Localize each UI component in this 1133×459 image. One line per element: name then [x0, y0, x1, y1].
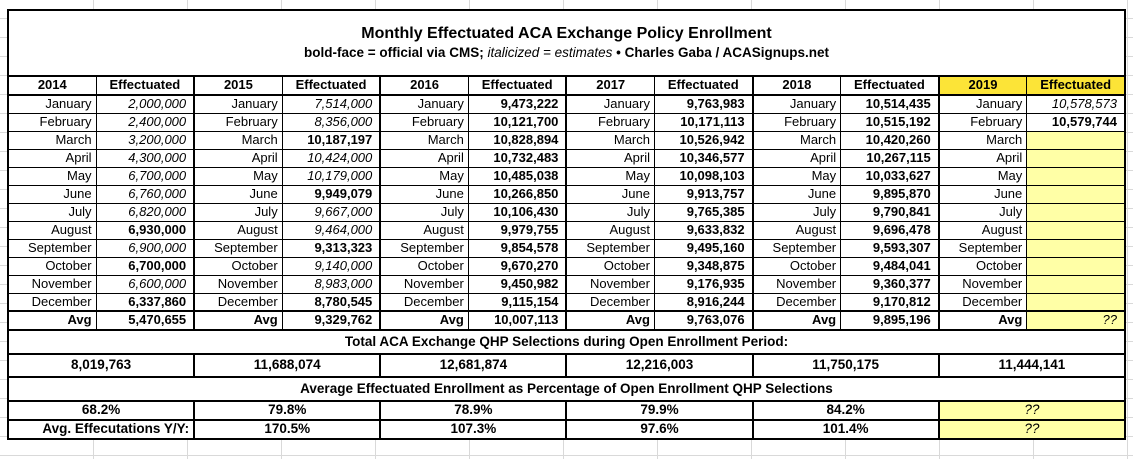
month-cell-2015-march: March [194, 131, 282, 149]
month-cell-2017-october: October [566, 257, 654, 275]
month-cell-2016-november: November [380, 275, 468, 293]
value-cell-2016-february: 10,121,700 [468, 113, 566, 131]
month-cell-2017-august: August [566, 221, 654, 239]
value-cell-2015-september: 9,313,323 [282, 239, 380, 257]
year-header-2014: 2014 [8, 76, 96, 95]
month-row-january [8, 95, 1125, 113]
month-cell-2018-january: January [753, 95, 841, 113]
value-cell-2015-october: 9,140,000 [282, 257, 380, 275]
month-cell-2018-february: February [753, 113, 841, 131]
oe-total-2014: 8,019,763 [8, 354, 194, 377]
enrollment-table-sheet [7, 9, 1126, 440]
value-cell-2016-november: 9,450,982 [468, 275, 566, 293]
yy-cell-2015: 170.5% [194, 420, 380, 439]
effectuated-header-2015: Effectuated [282, 76, 380, 95]
month-cell-2019-february: February [939, 113, 1027, 131]
value-cell-2018-april: 10,267,115 [841, 149, 939, 167]
month-cell-2015-november: November [194, 275, 282, 293]
value-cell-2017-august: 9,633,832 [654, 221, 752, 239]
month-cell-2019-july: July [939, 203, 1027, 221]
month-cell-2018-may: May [753, 167, 841, 185]
avg-value-2017: 9,763,076 [654, 311, 752, 330]
value-cell-2014-january: 2,000,000 [96, 95, 194, 113]
value-cell-2014-may: 6,700,000 [96, 167, 194, 185]
month-cell-2016-june: June [380, 185, 468, 203]
value-cell-2017-october: 9,348,875 [654, 257, 752, 275]
value-cell-2015-november: 8,983,000 [282, 275, 380, 293]
avg-value-2014: 5,470,655 [96, 311, 194, 330]
month-cell-2018-march: March [753, 131, 841, 149]
month-cell-2019-august: August [939, 221, 1027, 239]
avg-value-2019: ?? [1027, 311, 1125, 330]
month-cell-2018-july: July [753, 203, 841, 221]
month-cell-2017-december: December [566, 293, 654, 311]
avg-label-2018: Avg [753, 311, 841, 330]
month-cell-2017-april: April [566, 149, 654, 167]
oe-total-2017: 12,216,003 [566, 354, 752, 377]
value-cell-2015-march: 10,187,197 [282, 131, 380, 149]
yy-cell-2016: 107.3% [380, 420, 566, 439]
value-cell-2014-september: 6,900,000 [96, 239, 194, 257]
pct-cell-2018: 84.2% [753, 401, 939, 420]
month-cell-2014-october: October [8, 257, 96, 275]
value-cell-2019-april [1027, 149, 1125, 167]
month-cell-2019-june: June [939, 185, 1027, 203]
value-cell-2014-november: 6,600,000 [96, 275, 194, 293]
value-cell-2018-january: 10,514,435 [841, 95, 939, 113]
value-cell-2019-november [1027, 275, 1125, 293]
month-cell-2016-october: October [380, 257, 468, 275]
value-cell-2017-may: 10,098,103 [654, 167, 752, 185]
pct-cell-2015: 79.8% [194, 401, 380, 420]
value-cell-2018-december: 9,170,812 [841, 293, 939, 311]
oe-total-2015: 11,688,074 [194, 354, 380, 377]
value-cell-2018-march: 10,420,260 [841, 131, 939, 149]
month-row-october [8, 257, 1125, 275]
month-cell-2016-january: January [380, 95, 468, 113]
month-cell-2014-november: November [8, 275, 96, 293]
value-cell-2018-october: 9,484,041 [841, 257, 939, 275]
month-cell-2019-october: October [939, 257, 1027, 275]
month-cell-2019-september: September [939, 239, 1027, 257]
avg-value-2016: 10,007,113 [468, 311, 566, 330]
value-cell-2018-june: 9,895,870 [841, 185, 939, 203]
value-cell-2016-may: 10,485,038 [468, 167, 566, 185]
value-cell-2016-january: 9,473,222 [468, 95, 566, 113]
pct-banner-row [8, 377, 1125, 401]
month-cell-2015-june: June [194, 185, 282, 203]
value-cell-2018-february: 10,515,192 [841, 113, 939, 131]
value-cell-2016-december: 9,115,154 [468, 293, 566, 311]
month-cell-2016-february: February [380, 113, 468, 131]
value-cell-2014-august: 6,930,000 [96, 221, 194, 239]
subtitle-credit: Charles Gaba / ACASignups.net [624, 44, 829, 60]
subtitle-bold-note: bold-face = official via CMS; [304, 44, 484, 60]
value-cell-2016-july: 10,106,430 [468, 203, 566, 221]
month-row-june [8, 185, 1125, 203]
month-cell-2015-may: May [194, 167, 282, 185]
value-cell-2018-july: 9,790,841 [841, 203, 939, 221]
avg-label-2017: Avg [566, 311, 654, 330]
month-cell-2014-august: August [8, 221, 96, 239]
value-cell-2017-july: 9,765,385 [654, 203, 752, 221]
month-cell-2016-march: March [380, 131, 468, 149]
month-cell-2016-december: December [380, 293, 468, 311]
month-cell-2018-october: October [753, 257, 841, 275]
month-cell-2016-april: April [380, 149, 468, 167]
pct-row [8, 401, 1125, 420]
enrollment-table [7, 9, 1126, 440]
month-cell-2017-january: January [566, 95, 654, 113]
value-cell-2015-january: 7,514,000 [282, 95, 380, 113]
value-cell-2014-february: 2,400,000 [96, 113, 194, 131]
value-cell-2017-february: 10,171,113 [654, 113, 752, 131]
value-cell-2019-march [1027, 131, 1125, 149]
value-cell-2019-august [1027, 221, 1125, 239]
month-cell-2015-september: September [194, 239, 282, 257]
title-row [8, 10, 1125, 76]
month-cell-2014-january: January [8, 95, 96, 113]
totals-banner-row [8, 330, 1125, 354]
month-cell-2018-june: June [753, 185, 841, 203]
value-cell-2014-december: 6,337,860 [96, 293, 194, 311]
month-cell-2019-january: January [939, 95, 1027, 113]
value-cell-2016-september: 9,854,578 [468, 239, 566, 257]
month-row-february [8, 113, 1125, 131]
value-cell-2015-august: 9,464,000 [282, 221, 380, 239]
yy-cell-2017: 97.6% [566, 420, 752, 439]
oe-total-2018: 11,750,175 [753, 354, 939, 377]
month-cell-2018-december: December [753, 293, 841, 311]
month-row-may [8, 167, 1125, 185]
avg-label-2015: Avg [194, 311, 282, 330]
column-header-row [8, 76, 1125, 95]
month-row-august [8, 221, 1125, 239]
oe-total-2019: 11,444,141 [939, 354, 1125, 377]
month-cell-2016-august: August [380, 221, 468, 239]
month-cell-2014-april: April [8, 149, 96, 167]
month-cell-2015-july: July [194, 203, 282, 221]
value-cell-2014-march: 3,200,000 [96, 131, 194, 149]
year-header-2017: 2017 [566, 76, 654, 95]
month-cell-2014-may: May [8, 167, 96, 185]
month-cell-2014-february: February [8, 113, 96, 131]
month-cell-2018-august: August [753, 221, 841, 239]
pct-cell-2014: 68.2% [8, 401, 194, 420]
month-cell-2015-december: December [194, 293, 282, 311]
value-cell-2018-november: 9,360,377 [841, 275, 939, 293]
yy-label-cell: Avg. Effecutations Y/Y: [8, 420, 194, 439]
pct-cell-2019: ?? [939, 401, 1125, 420]
avg-row [8, 311, 1125, 330]
value-cell-2015-december: 8,780,545 [282, 293, 380, 311]
month-cell-2015-april: April [194, 149, 282, 167]
page-title: Monthly Effectuated ACA Exchange Policy Enrollment [361, 25, 772, 43]
value-cell-2017-april: 10,346,577 [654, 149, 752, 167]
month-cell-2017-march: March [566, 131, 654, 149]
year-header-2019: 2019 [939, 76, 1027, 95]
value-cell-2019-september [1027, 239, 1125, 257]
title-cell [8, 10, 1125, 76]
month-row-july [8, 203, 1125, 221]
value-cell-2018-august: 9,696,478 [841, 221, 939, 239]
month-cell-2019-march: March [939, 131, 1027, 149]
value-cell-2016-april: 10,732,483 [468, 149, 566, 167]
month-row-april [8, 149, 1125, 167]
value-cell-2017-january: 9,763,983 [654, 95, 752, 113]
month-cell-2015-october: October [194, 257, 282, 275]
month-cell-2019-november: November [939, 275, 1027, 293]
value-cell-2015-may: 10,179,000 [282, 167, 380, 185]
value-cell-2019-october [1027, 257, 1125, 275]
month-cell-2014-june: June [8, 185, 96, 203]
effectuated-header-2017: Effectuated [654, 76, 752, 95]
month-cell-2014-december: December [8, 293, 96, 311]
avg-label-2019: Avg [939, 311, 1027, 330]
pct-cell-2016: 78.9% [380, 401, 566, 420]
month-cell-2015-february: February [194, 113, 282, 131]
subtitle-separator-bullet: • [616, 44, 621, 60]
value-cell-2015-april: 10,424,000 [282, 149, 380, 167]
avg-value-2018: 9,895,196 [841, 311, 939, 330]
value-cell-2019-july [1027, 203, 1125, 221]
year-header-2018: 2018 [753, 76, 841, 95]
page-subtitle [9, 46, 1124, 61]
month-row-november [8, 275, 1125, 293]
value-cell-2019-june [1027, 185, 1125, 203]
month-cell-2016-september: September [380, 239, 468, 257]
month-cell-2017-may: May [566, 167, 654, 185]
avg-label-2014: Avg [8, 311, 96, 330]
month-cell-2017-february: February [566, 113, 654, 131]
month-cell-2014-march: March [8, 131, 96, 149]
value-cell-2019-december [1027, 293, 1125, 311]
yy-cell-2019: ?? [939, 420, 1125, 439]
value-cell-2015-july: 9,667,000 [282, 203, 380, 221]
value-cell-2017-march: 10,526,942 [654, 131, 752, 149]
pct-banner: Average Effectuated Enrollment as Percentage of Open Enrollment QHP Selections [8, 377, 1125, 401]
value-cell-2016-march: 10,828,894 [468, 131, 566, 149]
month-row-september [8, 239, 1125, 257]
value-cell-2016-august: 9,979,755 [468, 221, 566, 239]
month-row-december [8, 293, 1125, 311]
month-cell-2019-may: May [939, 167, 1027, 185]
month-cell-2019-december: December [939, 293, 1027, 311]
yy-cell-2018: 101.4% [753, 420, 939, 439]
month-row-march [8, 131, 1125, 149]
totals-banner: Total ACA Exchange QHP Selections during Open Enrollment Period: [8, 330, 1125, 354]
month-cell-2016-july: July [380, 203, 468, 221]
value-cell-2016-october: 9,670,270 [468, 257, 566, 275]
month-cell-2014-september: September [8, 239, 96, 257]
year-header-2016: 2016 [380, 76, 468, 95]
value-cell-2019-february: 10,579,744 [1027, 113, 1125, 131]
month-cell-2015-august: August [194, 221, 282, 239]
effectuated-header-2018: Effectuated [841, 76, 939, 95]
month-cell-2014-july: July [8, 203, 96, 221]
month-cell-2018-september: September [753, 239, 841, 257]
oe-total-2016: 12,681,874 [380, 354, 566, 377]
value-cell-2014-october: 6,700,000 [96, 257, 194, 275]
month-cell-2017-june: June [566, 185, 654, 203]
month-cell-2019-april: April [939, 149, 1027, 167]
oe-totals-row [8, 354, 1125, 377]
subtitle-italic-note: italicized = estimates [487, 44, 613, 60]
value-cell-2018-september: 9,593,307 [841, 239, 939, 257]
effectuated-header-2019: Effectuated [1027, 76, 1125, 95]
value-cell-2014-june: 6,760,000 [96, 185, 194, 203]
value-cell-2014-july: 6,820,000 [96, 203, 194, 221]
value-cell-2018-may: 10,033,627 [841, 167, 939, 185]
effectuated-header-2014: Effectuated [96, 76, 194, 95]
value-cell-2017-november: 9,176,935 [654, 275, 752, 293]
month-cell-2018-april: April [753, 149, 841, 167]
value-cell-2017-december: 8,916,244 [654, 293, 752, 311]
avg-value-2015: 9,329,762 [282, 311, 380, 330]
value-cell-2017-september: 9,495,160 [654, 239, 752, 257]
value-cell-2016-june: 10,266,850 [468, 185, 566, 203]
value-cell-2019-may [1027, 167, 1125, 185]
avg-label-2016: Avg [380, 311, 468, 330]
month-cell-2018-november: November [753, 275, 841, 293]
yy-row [8, 420, 1125, 439]
value-cell-2014-april: 4,300,000 [96, 149, 194, 167]
value-cell-2017-june: 9,913,757 [654, 185, 752, 203]
month-cell-2016-may: May [380, 167, 468, 185]
month-cell-2017-september: September [566, 239, 654, 257]
year-header-2015: 2015 [194, 76, 282, 95]
pct-cell-2017: 79.9% [566, 401, 752, 420]
value-cell-2019-january: 10,578,573 [1027, 95, 1125, 113]
month-cell-2015-january: January [194, 95, 282, 113]
value-cell-2015-february: 8,356,000 [282, 113, 380, 131]
month-cell-2017-november: November [566, 275, 654, 293]
value-cell-2015-june: 9,949,079 [282, 185, 380, 203]
effectuated-header-2016: Effectuated [468, 76, 566, 95]
month-cell-2017-july: July [566, 203, 654, 221]
